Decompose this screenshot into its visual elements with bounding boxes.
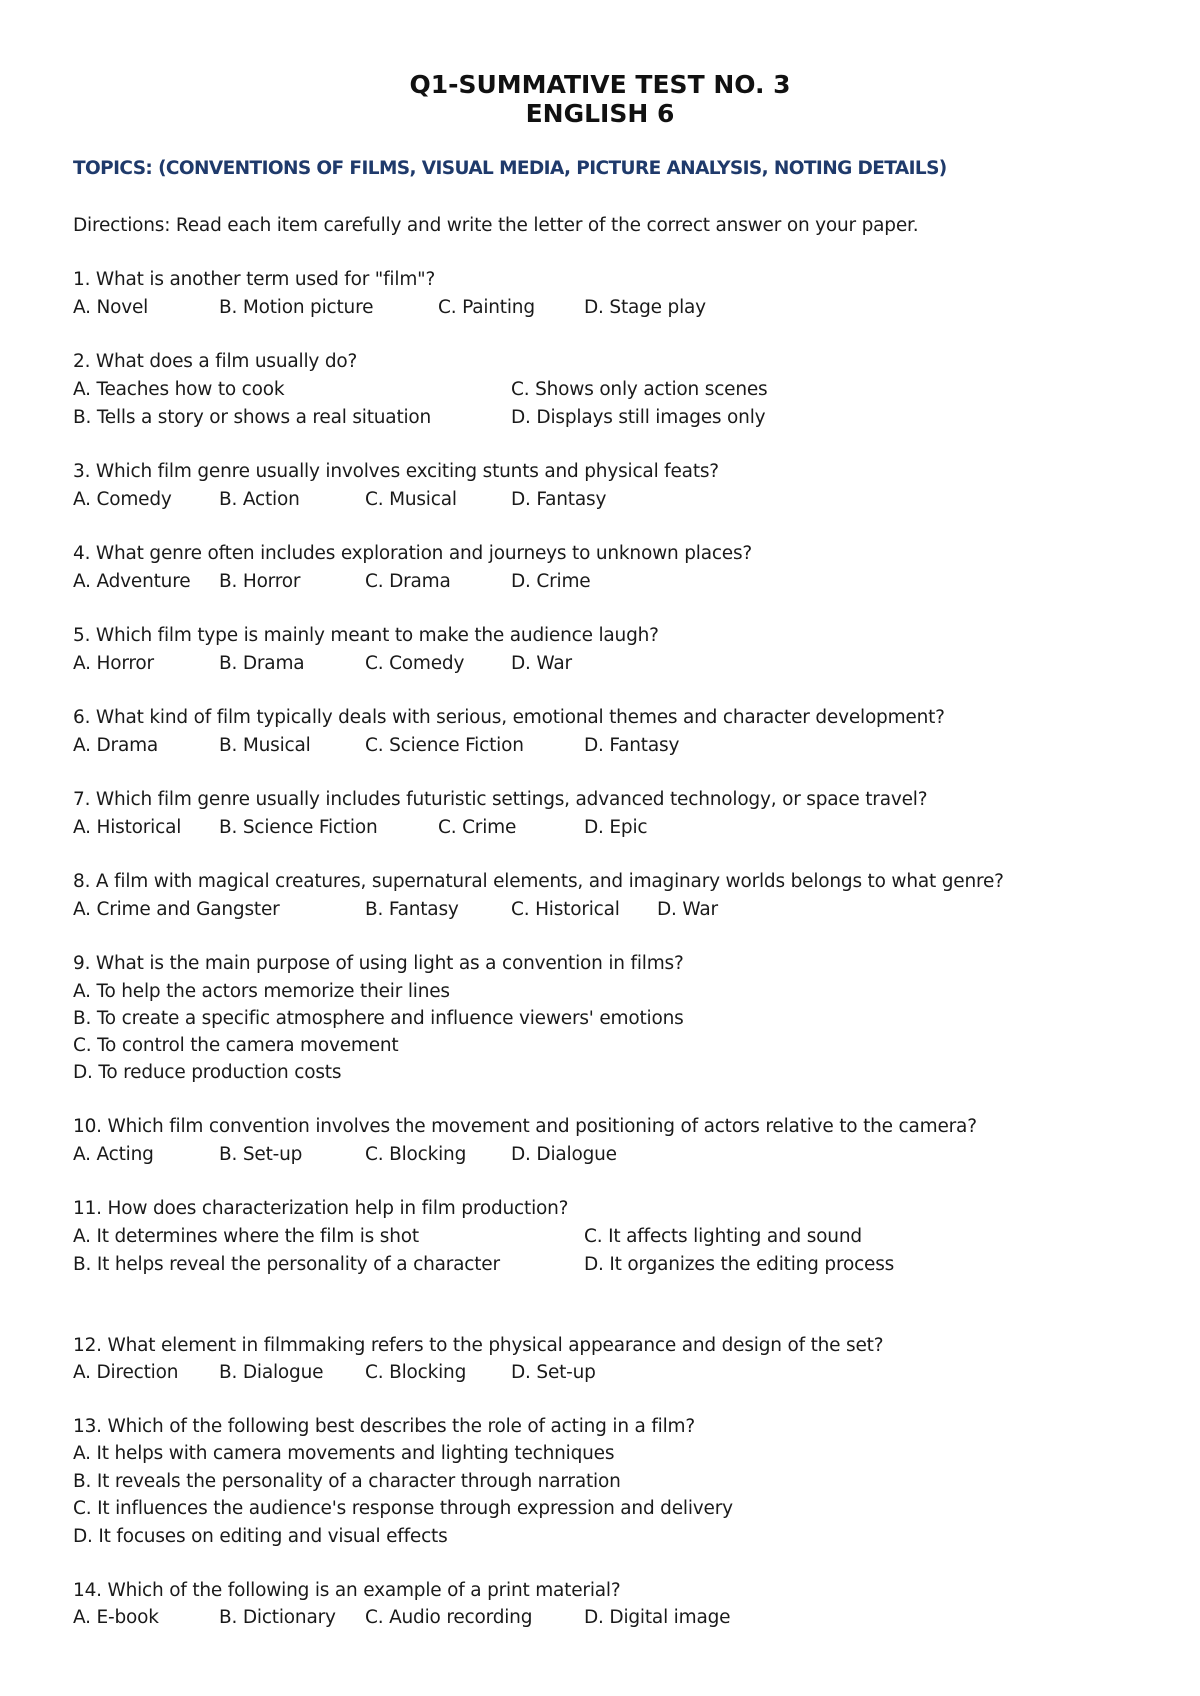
- q13-choice-d: D. It focuses on editing and visual effects: [73, 1526, 448, 1547]
- q1-choice-b: B. Motion picture: [219, 297, 374, 318]
- q10-choice-c: C. Blocking: [365, 1144, 467, 1165]
- q3-choice-a: A. Comedy: [73, 489, 172, 510]
- question-14: 14. Which of the following is an example of a print material?: [73, 1580, 621, 1601]
- question-5: 5. Which film type is mainly meant to make the audience laugh?: [73, 625, 659, 646]
- q4-choice-a: A. Adventure: [73, 571, 191, 592]
- q1-choice-d: D. Stage play: [584, 297, 706, 318]
- q14-choice-c: C. Audio recording: [365, 1607, 533, 1628]
- question-2: 2. What does a film usually do?: [73, 351, 358, 372]
- q5-choice-c: C. Comedy: [365, 653, 465, 674]
- q7-choice-b: B. Science Fiction: [219, 817, 378, 838]
- q8-choice-a: A. Crime and Gangster: [73, 899, 280, 920]
- q10-choice-a: A. Acting: [73, 1144, 154, 1165]
- q14-choice-b: B. Dictionary: [219, 1607, 336, 1628]
- question-12: 12. What element in filmmaking refers to the physical appearance and design of the set?: [73, 1335, 884, 1356]
- q1-choice-c: C. Painting: [438, 297, 535, 318]
- question-10: 10. Which film convention involves the movement and positioning of actors relative to the camera?: [73, 1116, 977, 1137]
- q8-choice-c: C. Historical: [511, 899, 620, 920]
- q7-choice-d: D. Epic: [584, 817, 648, 838]
- question-4: 4. What genre often includes exploration and journeys to unknown places?: [73, 543, 753, 564]
- q2-choice-c: C. Shows only action scenes: [511, 379, 768, 400]
- q11-choice-a: A. It determines where the film is shot: [73, 1226, 419, 1247]
- q9-choice-d: D. To reduce production costs: [73, 1062, 342, 1083]
- q6-choice-d: D. Fantasy: [584, 735, 680, 756]
- subject-title: ENGLISH 6: [525, 99, 675, 128]
- q2-choice-d: D. Displays still images only: [511, 407, 766, 428]
- q4-choice-d: D. Crime: [511, 571, 591, 592]
- q13-choice-a: A. It helps with camera movements and lighting techniques: [73, 1443, 615, 1464]
- q5-choice-b: B. Drama: [219, 653, 305, 674]
- q7-choice-a: A. Historical: [73, 817, 182, 838]
- topics-line: TOPICS: (CONVENTIONS OF FILMS, VISUAL MEDIA, PICTURE ANALYSIS, NOTING DETAILS): [73, 158, 947, 179]
- q5-choice-a: A. Horror: [73, 653, 154, 674]
- question-8: 8. A film with magical creatures, supernatural elements, and imaginary worlds belongs to what genre?: [73, 871, 1004, 892]
- q12-choice-b: B. Dialogue: [219, 1362, 324, 1383]
- q6-choice-c: C. Science Fiction: [365, 735, 524, 756]
- q12-choice-a: A. Direction: [73, 1362, 179, 1383]
- question-13: 13. Which of the following best describes the role of acting in a film?: [73, 1416, 695, 1437]
- test-title: Q1-SUMMATIVE TEST NO. 3: [409, 70, 791, 99]
- q14-choice-a: A. E-book: [73, 1607, 159, 1628]
- q3-choice-b: B. Action: [219, 489, 300, 510]
- q13-choice-b: B. It reveals the personality of a character through narration: [73, 1471, 621, 1492]
- q7-choice-c: C. Crime: [438, 817, 517, 838]
- q3-choice-c: C. Musical: [365, 489, 457, 510]
- q2-choice-a: A. Teaches how to cook: [73, 379, 285, 400]
- question-1: 1. What is another term used for "film"?: [73, 269, 436, 290]
- q12-choice-c: C. Blocking: [365, 1362, 467, 1383]
- q13-choice-c: C. It influences the audience's response through expression and delivery: [73, 1498, 733, 1519]
- question-6: 6. What kind of film typically deals with serious, emotional themes and character development?: [73, 707, 945, 728]
- question-7: 7. Which film genre usually includes futuristic settings, advanced technology, or space travel?: [73, 789, 928, 810]
- q11-choice-c: C. It affects lighting and sound: [584, 1226, 862, 1247]
- q9-choice-b: B. To create a specific atmosphere and influence viewers' emotions: [73, 1008, 684, 1029]
- q14-choice-d: D. Digital image: [584, 1607, 731, 1628]
- q11-choice-b: B. It helps reveal the personality of a character: [73, 1254, 500, 1275]
- q2-choice-b: B. Tells a story or shows a real situation: [73, 407, 432, 428]
- q4-choice-b: B. Horror: [219, 571, 301, 592]
- q10-choice-b: B. Set-up: [219, 1144, 303, 1165]
- q8-choice-d: D. War: [657, 899, 718, 920]
- q10-choice-d: D. Dialogue: [511, 1144, 617, 1165]
- directions: Directions: Read each item carefully and write the letter of the correct answer on your paper.: [73, 215, 919, 236]
- q11-choice-d: D. It organizes the editing process: [584, 1254, 895, 1275]
- q6-choice-a: A. Drama: [73, 735, 159, 756]
- q1-choice-a: A. Novel: [73, 297, 149, 318]
- q12-choice-d: D. Set-up: [511, 1362, 596, 1383]
- q5-choice-d: D. War: [511, 653, 572, 674]
- q4-choice-c: C. Drama: [365, 571, 451, 592]
- q9-choice-a: A. To help the actors memorize their lines: [73, 981, 450, 1002]
- q9-choice-c: C. To control the camera movement: [73, 1035, 399, 1056]
- question-9: 9. What is the main purpose of using light as a convention in films?: [73, 953, 684, 974]
- q6-choice-b: B. Musical: [219, 735, 311, 756]
- q8-choice-b: B. Fantasy: [365, 899, 459, 920]
- question-11: 11. How does characterization help in film production?: [73, 1198, 569, 1219]
- question-3: 3. Which film genre usually involves exciting stunts and physical feats?: [73, 461, 719, 482]
- q3-choice-d: D. Fantasy: [511, 489, 607, 510]
